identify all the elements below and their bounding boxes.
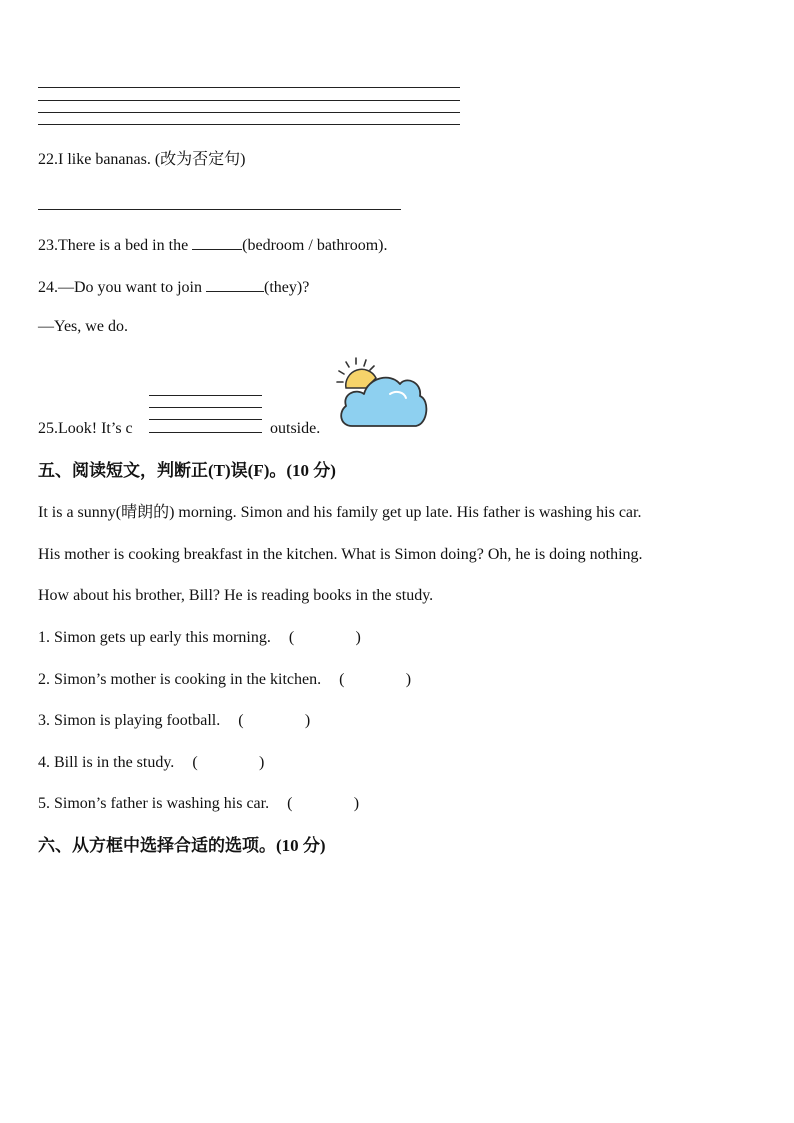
tf-item-3 (38, 711, 310, 731)
question-number: 23. (38, 237, 58, 254)
tf-item-4 (38, 753, 264, 773)
q25-writing-line-1[interactable] (149, 395, 262, 396)
question-24 (38, 275, 309, 298)
question-text-after: (they)? (264, 279, 310, 296)
answer-parens-3[interactable]: ( ) (238, 712, 311, 729)
answer-blank-23[interactable] (192, 233, 242, 250)
answer-parens-2[interactable]: ( ) (339, 671, 412, 688)
answer-blank-24[interactable] (206, 275, 264, 292)
answer-text: —Yes, we do. (38, 318, 128, 335)
section-6-title: 六、从方框中选择合适的选项。(10 分) (38, 836, 326, 855)
tf-item-text: 1. Simon gets up early this morning. (38, 629, 271, 646)
tf-item-2 (38, 670, 411, 690)
q25-writing-line-2[interactable] (149, 407, 262, 408)
writing-line-2[interactable] (38, 100, 460, 101)
answer-parens-4[interactable]: ( ) (192, 754, 265, 771)
passage-line-3: How about his brother, Bill? He is reading books in the study. (38, 587, 434, 604)
question-number: 24. (38, 279, 58, 296)
question-text-after: outside. (270, 420, 321, 437)
question-text: I like bananas. (改为否定句) (58, 151, 246, 168)
tf-item-text: 4. Bill is in the study. (38, 754, 175, 771)
question-text-before: There is a bed in the (58, 237, 189, 254)
section-5-title: 五、阅读短文，判断正(T)误(F)。(10 分) (38, 461, 336, 480)
writing-line-3[interactable] (38, 112, 460, 113)
tf-item-5 (38, 794, 359, 814)
tf-item-text: 3. Simon is playing football. (38, 712, 221, 729)
passage-line-1: It is a sunny(晴朗的) morning. Simon and his family get up late. His father is washing his car. (38, 504, 642, 521)
answer-parens-1[interactable]: ( ) (288, 629, 361, 646)
question-text-before: Look! It’s c (58, 420, 133, 437)
question-number: 25. (38, 420, 58, 437)
question-24-answer (38, 317, 128, 337)
question-23 (38, 233, 387, 256)
question-text-after: (bedroom / bathroom). (242, 237, 388, 254)
question-25-number (38, 419, 133, 439)
answer-parens-5[interactable]: ( ) (287, 795, 360, 812)
q25-writing-line-3[interactable] (149, 419, 262, 420)
passage-line-2: His mother is cooking breakfast in the kitchen. What is Simon doing? Oh, he is doing nothing. (38, 546, 643, 563)
question-22 (38, 150, 246, 170)
sun-behind-cloud-icon (334, 354, 430, 434)
question-number: 22. (38, 151, 58, 168)
question-text-before: —Do you want to join (58, 279, 202, 296)
tf-item-text: 5. Simon’s father is washing his car. (38, 795, 270, 812)
tf-item-text: 2. Simon’s mother is cooking in the kitchen. (38, 671, 322, 688)
writing-line-4[interactable] (38, 124, 460, 125)
writing-line-1[interactable] (38, 87, 460, 88)
question-25-after (270, 419, 320, 439)
tf-item-1 (38, 628, 361, 648)
q25-writing-line-4[interactable] (149, 432, 262, 433)
answer-line-22[interactable] (38, 209, 401, 210)
